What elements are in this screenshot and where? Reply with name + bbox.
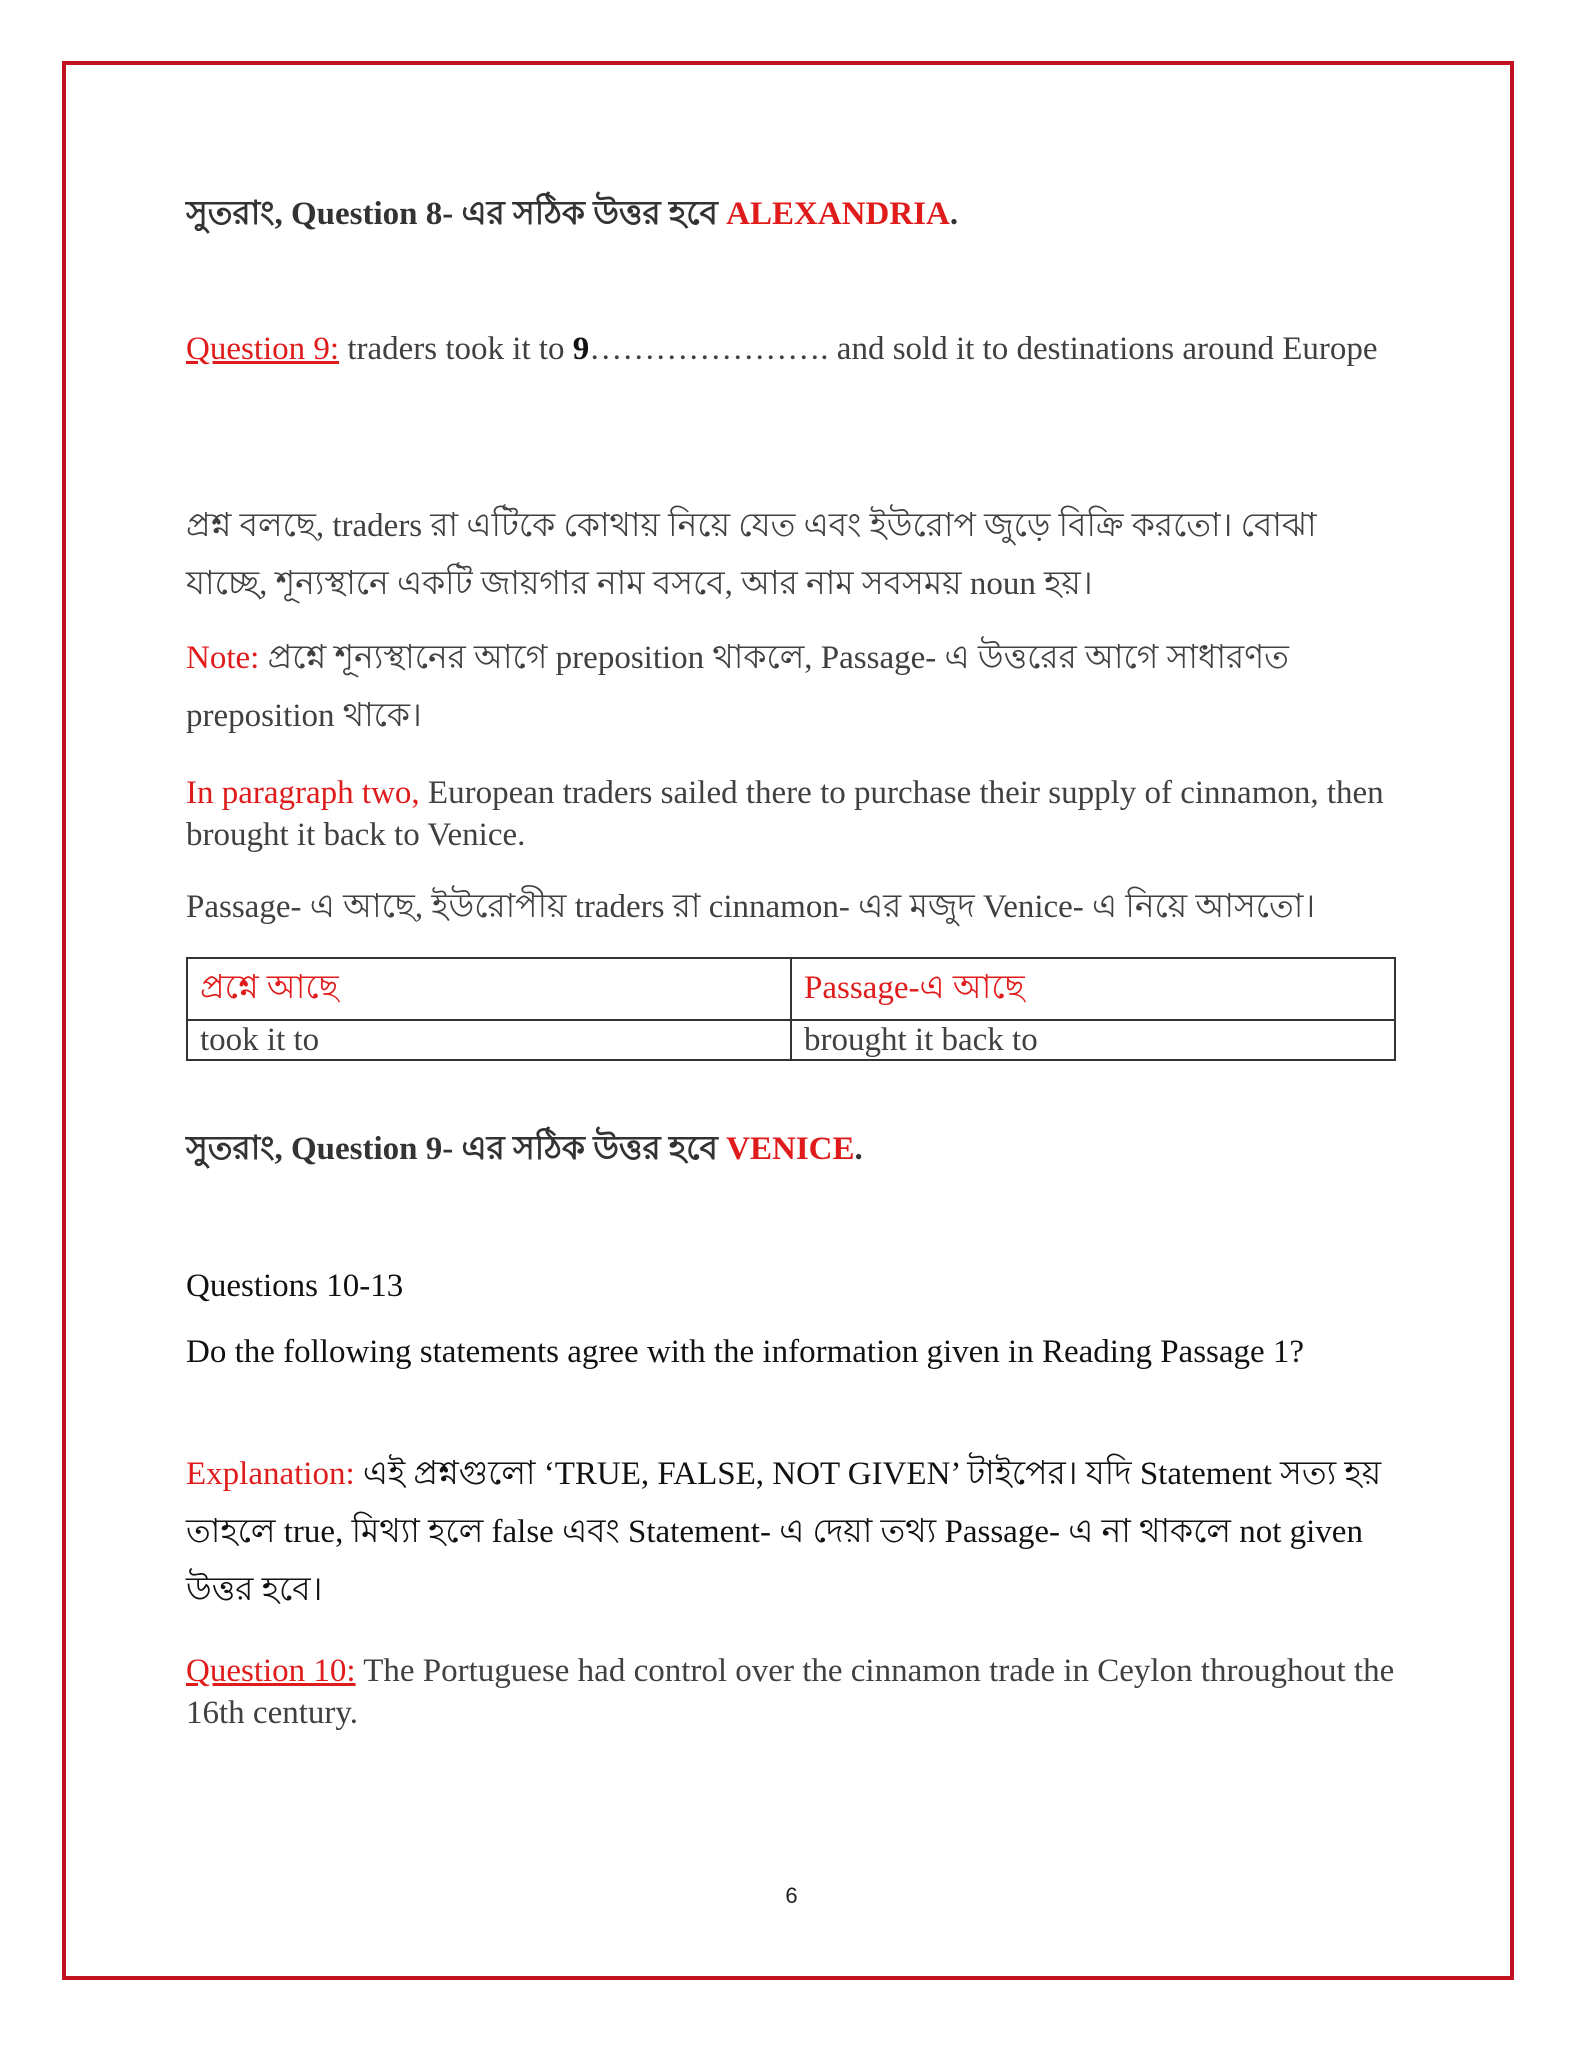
question-10 bbox=[186, 1650, 1406, 1734]
question-9-number: 9 bbox=[572, 331, 590, 367]
explanation-text: এই প্রশ্নগুলো ‘TRUE, FALSE, NOT GIVEN’ টাইপের। যদি Statement সত্য হয় তাহলে true, মিথ্যা হলে false এবং Statement- এ দেয়া তথ্য Passage- এ না থাকলে not given উত্তর হবে। bbox=[186, 1456, 1382, 1608]
paragraph-two-label: In paragraph two, bbox=[186, 775, 420, 811]
table-header-question: প্রশ্নে আছে bbox=[187, 958, 791, 1020]
answer-8-line bbox=[186, 193, 1406, 235]
question-9-text-before: traders took it to bbox=[339, 331, 573, 367]
question-9-label: Question 9: bbox=[186, 331, 340, 367]
table-row bbox=[187, 1020, 1395, 1060]
paragraph-two-quote bbox=[186, 772, 1406, 856]
answer-9-value: VENICE bbox=[726, 1131, 855, 1167]
question-9-explanation: প্রশ্ন বলছে, traders রা এটিকে কোথায় নিয়ে যেত এবং ইউরোপ জুড়ে বিক্রি করতো। বোঝা যাচ্ছে, শূন্যস্থানে একটি জায়গার নাম বসবে, আর নাম সবসময় noun হয়। bbox=[186, 508, 1317, 602]
note-label: Note: bbox=[186, 640, 260, 676]
question-10-label: Question 10: bbox=[186, 1653, 356, 1689]
explanation-paragraph bbox=[186, 1445, 1406, 1619]
comparison-table bbox=[186, 957, 1396, 1061]
table-cell-passage: brought it back to bbox=[791, 1020, 1395, 1060]
table-header-passage: Passage-এ আছে bbox=[791, 958, 1395, 1020]
answer-8-prefix: সুতরাং, Question 8- এর সঠিক উত্তর হবে bbox=[186, 196, 727, 232]
questions-heading: Questions 10-13 bbox=[186, 1268, 404, 1304]
paragraph-two-text: European traders sailed there to purchase their supply of cinnamon, then brought it back to Venice. bbox=[186, 775, 1384, 853]
question-9-text-after: …………………. and sold it to destinations around Europe bbox=[589, 331, 1378, 367]
table-cell-question: took it to bbox=[187, 1020, 791, 1060]
explanation-label: Explanation: bbox=[186, 1456, 355, 1492]
answer-9-prefix: সুতরাং, Question 9- এর সঠিক উত্তর হবে bbox=[186, 1131, 727, 1167]
answer-9-suffix: . bbox=[854, 1131, 863, 1167]
note-text: প্রশ্নে শূন্যস্থানের আগে preposition থাকলে, Passage- এ উত্তরের আগে সাধারণত preposition থাকে। bbox=[186, 640, 1289, 734]
page-number: 6 bbox=[785, 1883, 798, 1908]
instruction-text: Do the following statements agree with the information given in Reading Passage 1? bbox=[186, 1334, 1305, 1370]
note-paragraph bbox=[186, 629, 1406, 745]
passage-statement: Passage- এ আছে, ইউরোপীয় traders রা cinnamon- এর মজুদ Venice- এ নিয়ে আসতো। bbox=[186, 889, 1316, 925]
answer-9-line bbox=[186, 1128, 1406, 1170]
answer-8-value: ALEXANDRIA bbox=[726, 196, 950, 232]
question-10-text: The Portuguese had control over the cinnamon trade in Ceylon throughout the 16th century. bbox=[186, 1653, 1395, 1731]
question-9 bbox=[186, 328, 1406, 370]
answer-8-suffix: . bbox=[949, 196, 959, 232]
table-header-row bbox=[187, 958, 1395, 1020]
